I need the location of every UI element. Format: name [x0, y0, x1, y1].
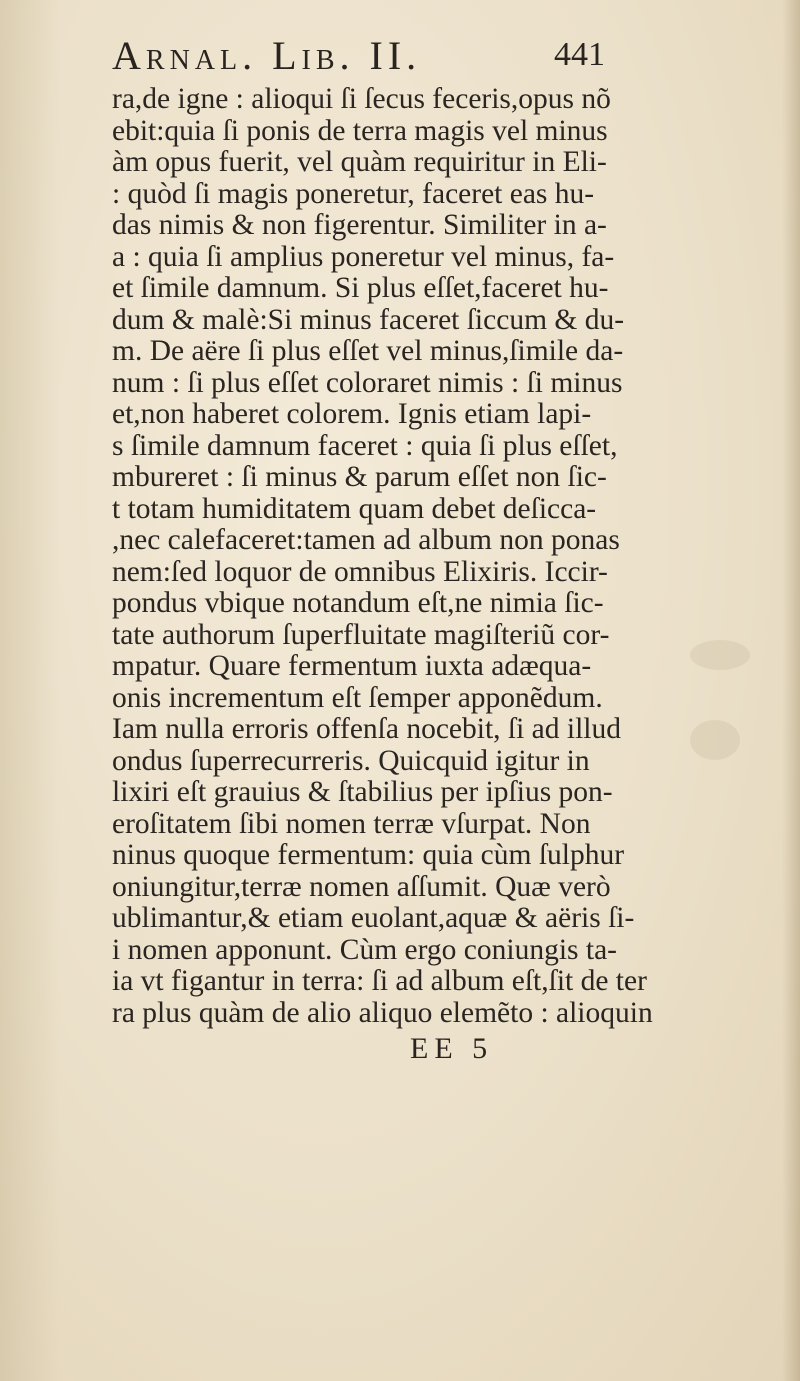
text-line: onis incrementum eſt ſemper apponẽdum. — [112, 681, 603, 714]
text-line: ebit:quia ſi ponis de terra magis vel minus — [112, 114, 608, 147]
signature-mark: EE 5 — [410, 1032, 494, 1065]
text-line: ondus ſuperrecurreris. Quicquid igitur in — [112, 744, 590, 777]
text-line: i nomen apponunt. Cùm ergo coniungis ta- — [112, 933, 617, 966]
text-line: ublimantur,& etiam euolant,aquæ & aëris ſi- — [112, 902, 635, 934]
text-line: mbureret : ſi minus & parum eſſet non ſic- — [112, 461, 607, 493]
text-line: ,nec calefaceret:tamen ad album non ponas — [112, 524, 620, 556]
body-text — [112, 84, 712, 1029]
text-line: ia vt figantur in terra: ſi ad album eſt,ſit de ter — [112, 965, 647, 997]
text-line: num : ſi plus eſſet coloraret nimis : ſi minus — [112, 366, 623, 399]
text-line: ra plus quàm de alio aliquo elemẽto : alioquin — [112, 996, 653, 1029]
text-line: t totam humiditatem quam debet deſicca- — [112, 492, 597, 525]
text-line: nem:ſed loquor de omnibus Elixiris. Iccir- — [112, 555, 608, 588]
text-line: das nimis & non figerentur. Similiter in a- — [112, 209, 607, 241]
text-line: et,non haberet colorem. Ignis etiam lapi- — [112, 398, 592, 430]
text-line: m. De aëre ſi plus eſſet vel minus,ſimile da- — [112, 335, 624, 367]
text-line: Iam nulla erroris offenſa nocebit, ſi ad illud — [112, 713, 621, 745]
text-line: mpatur. Quare fermentum iuxta adæqua- — [112, 650, 592, 682]
page-edge-shadow — [782, 0, 800, 1381]
running-title: Arnal. Lib. II. — [112, 33, 422, 78]
text-line: ninus quoque fermentum: quia cùm ſulphur — [112, 839, 625, 871]
text-line: a : quia ſi amplius poneretur vel minus, fa- — [112, 240, 615, 273]
text-line: àm opus fuerit, vel quàm requiritur in Eli- — [112, 146, 607, 178]
text-line: et ſimile damnum. Si plus eſſet,faceret hu- — [112, 272, 609, 304]
page-gutter-shadow — [0, 0, 60, 1381]
text-line: ra,de igne : alioqui ſi ſecus feceris,opus nõ — [112, 83, 611, 115]
running-header — [112, 32, 632, 84]
page-number: 441 — [554, 36, 605, 73]
text-line: eroſitatem ſibi nomen terræ vſurpat. Non — [112, 807, 591, 840]
text-line: dum & malè:Si minus faceret ſiccum & du- — [112, 303, 625, 336]
text-line: oniungitur,terræ nomen aſſumit. Quæ verò — [112, 870, 611, 903]
text-line: lixiri eſt grauius & ſtabilius per ipſius pon- — [112, 776, 613, 808]
text-line: tate authorum ſuperfluitate magiſteriũ cor- — [112, 618, 610, 651]
text-line: pondus vbique notandum eſt,ne nimia ſic- — [112, 587, 604, 619]
text-line: : quòd ſi magis poneretur, faceret eas hu- — [112, 177, 595, 210]
text-line: s ſimile damnum faceret : quia ſi plus eſſet, — [112, 429, 618, 462]
